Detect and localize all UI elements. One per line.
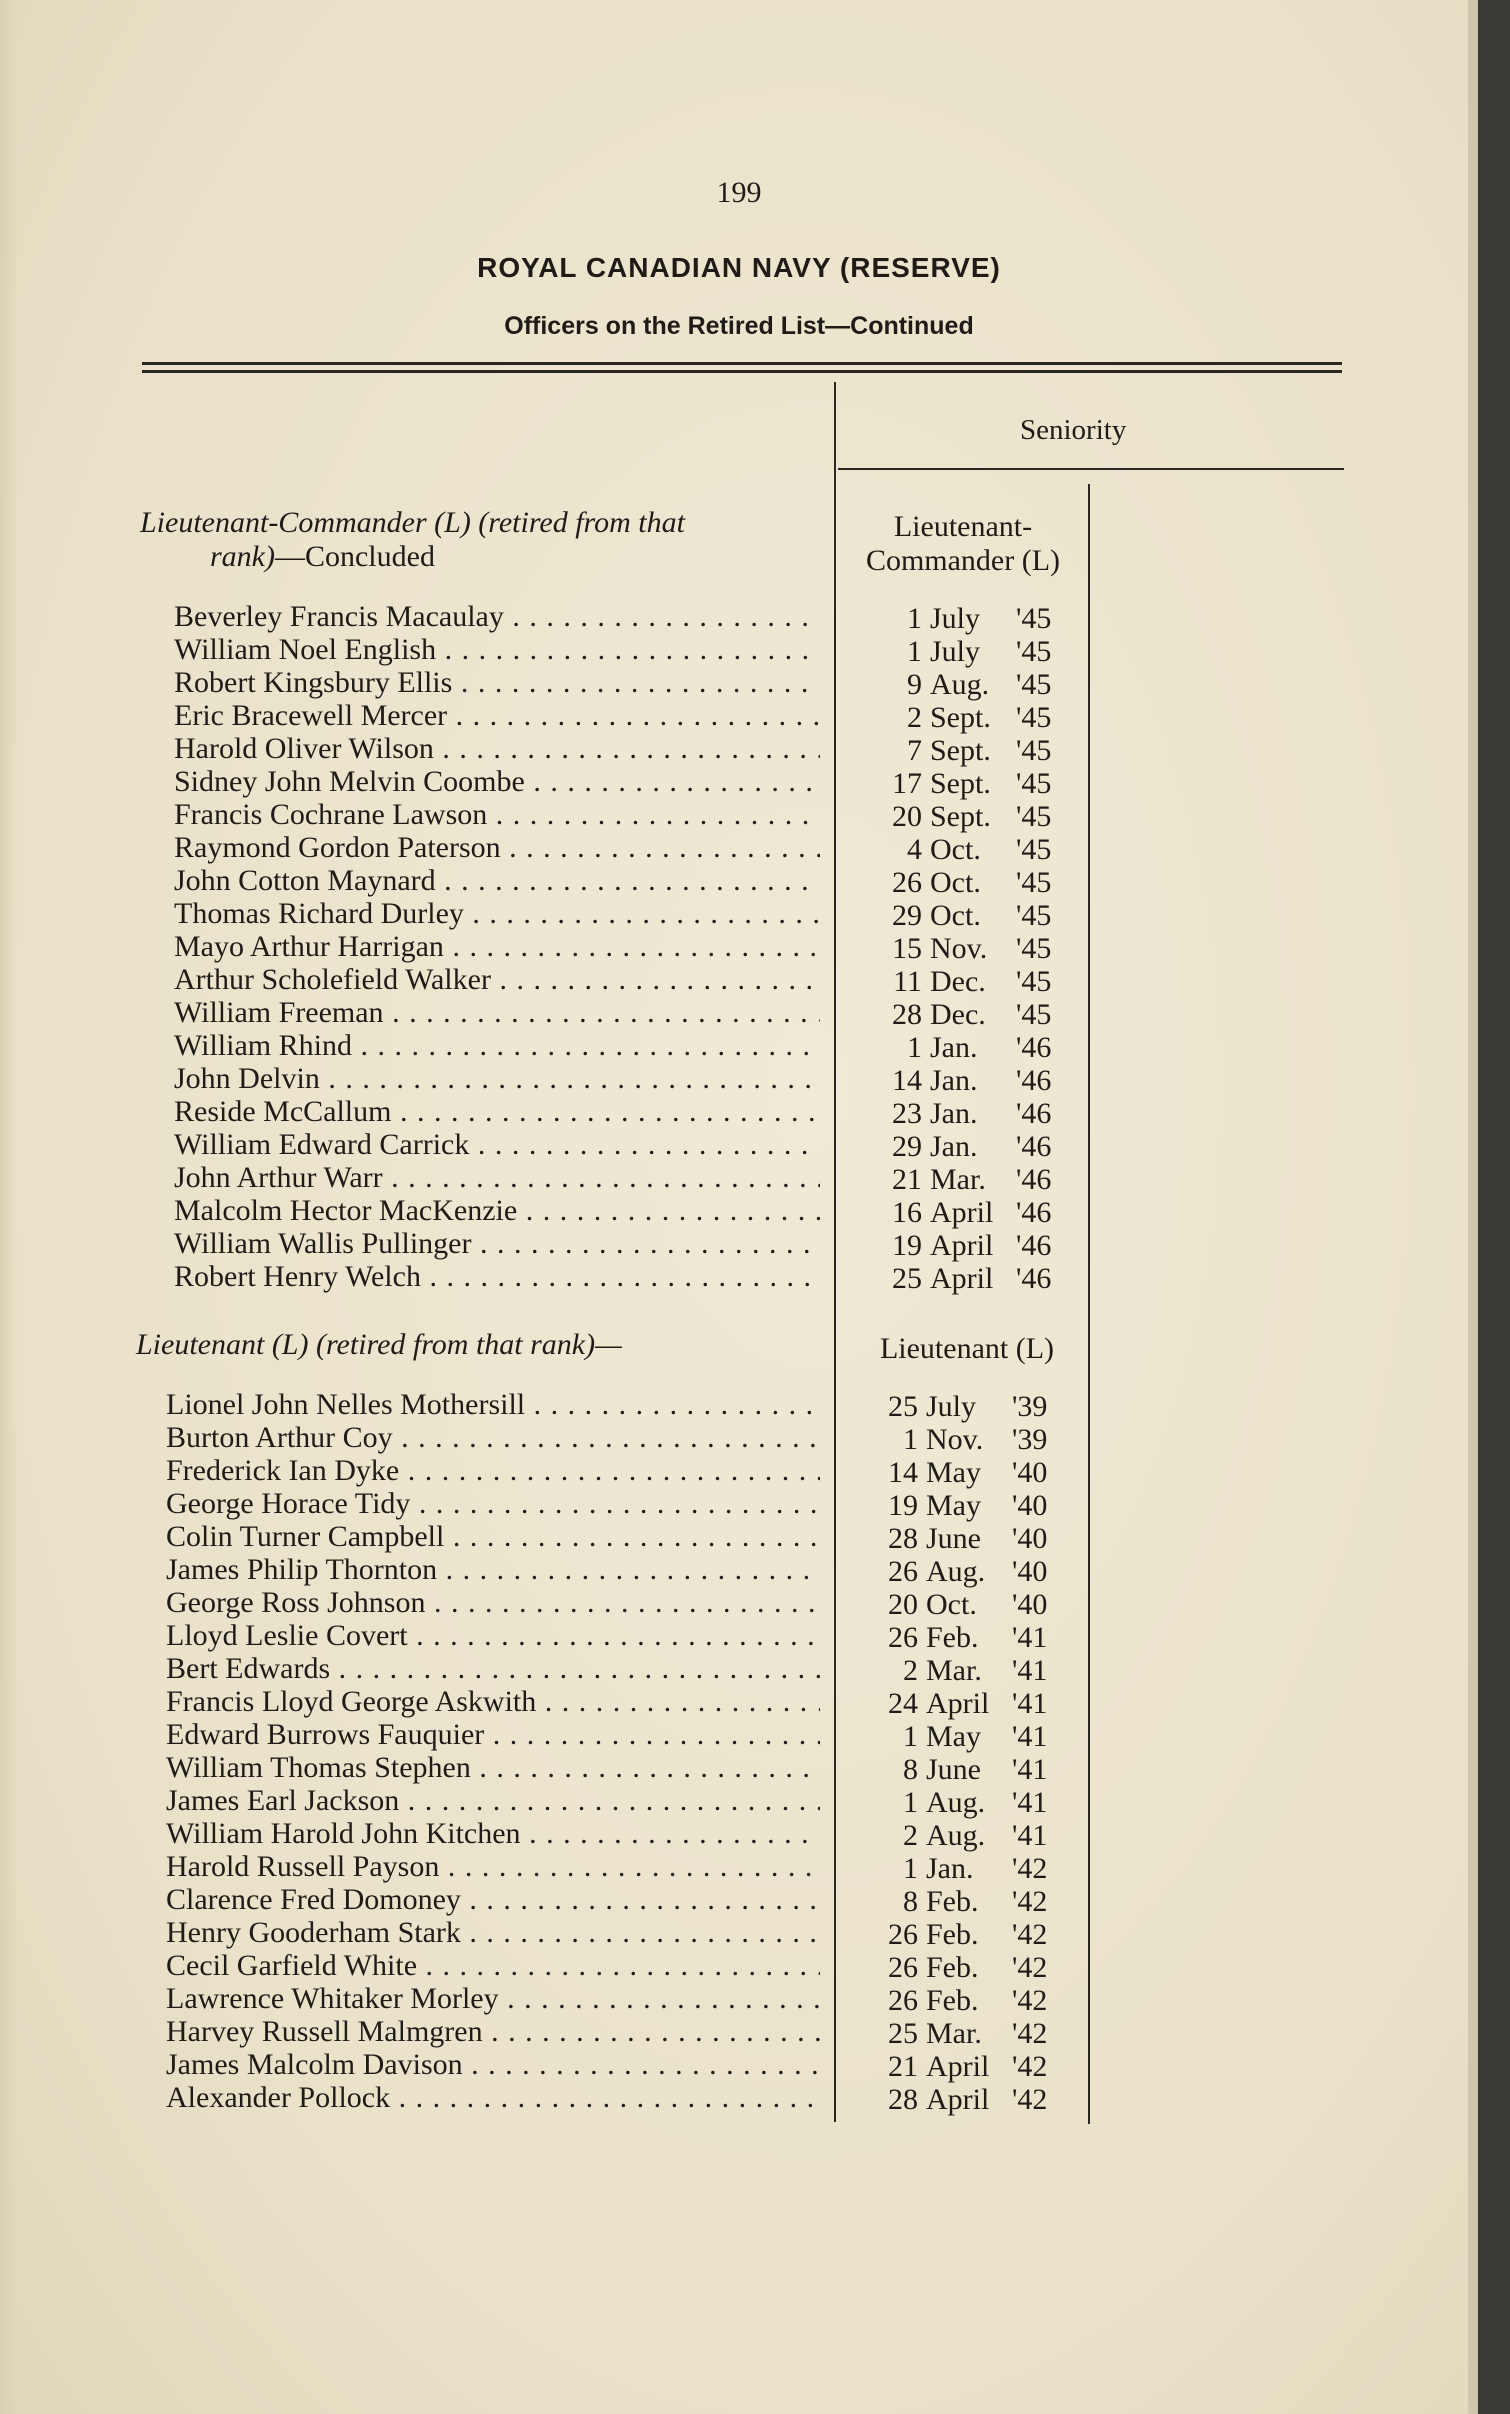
officer-name: Henry Gooderham Stark . . . [166, 1916, 820, 1949]
officer-name: Edward Burrows Fauquier . . . [166, 1718, 820, 1751]
officer-name: Colin Turner Campbell . . . [166, 1520, 820, 1553]
seniority-year: '46 [1016, 1064, 1052, 1097]
rank-line-1: Lieutenant (L) [879, 1332, 1055, 1365]
list-item [0, 1454, 1478, 1487]
seniority-year: '42 [1012, 1918, 1048, 1951]
seniority-year: '45 [1016, 701, 1052, 734]
list-item [0, 1718, 1478, 1751]
seniority-year: '40 [1012, 1588, 1048, 1621]
seniority-month: Dec. [930, 998, 986, 1031]
seniority-year: '40 [1012, 1522, 1048, 1555]
seniority-year: '41 [1012, 1753, 1048, 1786]
seniority-year: '41 [1012, 1819, 1048, 1852]
seniority-day: 23 [892, 1097, 922, 1130]
seniority-month: Feb. [926, 1984, 979, 2017]
list-item [0, 699, 1478, 732]
seniority-year: '41 [1012, 1786, 1048, 1819]
seniority-day: 29 [892, 899, 922, 932]
seniority-month: Jan. [926, 1852, 974, 1885]
officer-name: Raymond Gordon Paterson . . . [174, 831, 820, 864]
seniority-day: 14 [888, 1456, 918, 1489]
seniority-day: 8 [903, 1885, 918, 1918]
seniority-year: '39 [1012, 1423, 1048, 1456]
officer-name: Robert Henry Welch . . . [174, 1260, 820, 1293]
officer-name: Sidney John Melvin Coombe . . . [174, 765, 820, 798]
list-item [0, 1095, 1478, 1128]
seniority-day: 15 [892, 932, 922, 965]
header-rule-top [142, 362, 1342, 365]
seniority-month: Aug. [930, 668, 990, 701]
officer-name: William Noel English . . . [174, 633, 820, 666]
seniority-day: 21 [888, 2050, 918, 2083]
seniority-year: '46 [1016, 1229, 1052, 1262]
list-item [0, 2015, 1478, 2048]
seniority-day: 7 [907, 734, 922, 767]
list-item [0, 1586, 1478, 1619]
seniority-year: '46 [1016, 1130, 1052, 1163]
list-item [0, 1421, 1478, 1454]
seniority-month: Feb. [926, 1885, 979, 1918]
seniority-year: '46 [1016, 1097, 1052, 1130]
list-item [0, 996, 1478, 1029]
seniority-day: 4 [907, 833, 922, 866]
officer-name: Mayo Arthur Harrigan . . . [174, 930, 820, 963]
list-item [0, 1553, 1478, 1586]
officer-name: Cecil Garfield White . . . [166, 1949, 820, 1982]
officer-name: Bert Edwards . . . [166, 1652, 820, 1685]
list-item [0, 864, 1478, 897]
officer-name: James Earl Jackson . . . [166, 1784, 820, 1817]
seniority-day: 19 [892, 1229, 922, 1262]
seniority-day: 8 [903, 1753, 918, 1786]
seniority-day: 2 [903, 1654, 918, 1687]
seniority-year: '40 [1012, 1489, 1048, 1522]
seniority-year: '45 [1016, 635, 1052, 668]
officer-name: Alexander Pollock . . . [166, 2081, 820, 2114]
seniority-year: '45 [1016, 602, 1052, 635]
seniority-day: 25 [888, 2017, 918, 2050]
section-heading-italic: Lieutenant (L) (retired from that rank)— [136, 1328, 622, 1361]
section-heading-suffix: —Concluded [274, 540, 435, 573]
officer-name: William Edward Carrick . . . [174, 1128, 820, 1161]
officer-name: Reside McCallum . . . [174, 1095, 820, 1128]
list-item [0, 1161, 1478, 1194]
seniority-day: 24 [888, 1687, 918, 1720]
seniority-month: April [930, 1196, 994, 1229]
section-heading-italic: Lieutenant-Commander (L) (retired from that [140, 506, 685, 539]
seniority-year: '45 [1016, 932, 1052, 965]
officer-name: Robert Kingsbury Ellis . . . [174, 666, 820, 699]
seniority-month: Jan. [930, 1031, 978, 1064]
seniority-month: July [930, 602, 981, 635]
seniority-month: Aug. [926, 1555, 986, 1588]
list-item [0, 666, 1478, 699]
seniority-day: 28 [888, 2083, 918, 2116]
page-title: ROYAL CANADIAN NAVY (RESERVE) [477, 252, 1001, 283]
seniority-day: 1 [903, 1852, 918, 1885]
seniority-day: 25 [892, 1262, 922, 1295]
seniority-day: 1 [903, 1786, 918, 1819]
seniority-day: 28 [888, 1522, 918, 1555]
seniority-day: 1 [907, 1031, 922, 1064]
seniority-day: 26 [892, 866, 922, 899]
list-item [0, 1982, 1478, 2015]
seniority-year: '41 [1012, 1654, 1048, 1687]
seniority-column-header: Seniority [1020, 414, 1127, 446]
seniority-year: '41 [1012, 1687, 1048, 1720]
list-item [0, 1029, 1478, 1062]
list-item [0, 1487, 1478, 1520]
seniority-year: '45 [1016, 899, 1052, 932]
section-rank-lieutenant [842, 1332, 1092, 1366]
seniority-month: Oct. [930, 899, 981, 932]
seniority-day: 19 [888, 1489, 918, 1522]
officer-name: Lawrence Whitaker Morley . . . [166, 1982, 820, 2015]
seniority-year: '46 [1016, 1196, 1052, 1229]
rank-line-2: Commander (L) [865, 544, 1061, 577]
seniority-month: April [930, 1229, 994, 1262]
officer-name: Harvey Russell Malmgren . . . [166, 2015, 820, 2048]
list-item [0, 1652, 1478, 1685]
header-rule-bottom [142, 370, 1342, 373]
seniority-month: April [930, 1262, 994, 1295]
list-item [0, 633, 1478, 666]
officer-name: Frederick Ian Dyke . . . [166, 1454, 820, 1487]
seniority-year: '42 [1012, 1951, 1048, 1984]
officer-name: Francis Lloyd George Askwith . . . [166, 1685, 820, 1718]
officer-name: George Ross Johnson . . . [166, 1586, 820, 1619]
seniority-day: 26 [888, 1984, 918, 2017]
seniority-year: '41 [1012, 1720, 1048, 1753]
seniority-year: '45 [1016, 866, 1052, 899]
section-heading-italic-2: rank) [210, 540, 275, 573]
officer-name: William Wallis Pullinger . . . [174, 1227, 820, 1260]
seniority-year: '40 [1012, 1456, 1048, 1489]
seniority-year: '45 [1016, 998, 1052, 1031]
officer-name: Lionel John Nelles Mothersill . . . [166, 1388, 820, 1421]
list-item [0, 1128, 1478, 1161]
seniority-month: Feb. [926, 1918, 979, 1951]
list-item [0, 765, 1478, 798]
seniority-day: 1 [907, 635, 922, 668]
seniority-month: May [926, 1720, 981, 1753]
seniority-year: '42 [1012, 1852, 1048, 1885]
seniority-year: '41 [1012, 1621, 1048, 1654]
seniority-month: June [926, 1753, 981, 1786]
seniority-month: April [926, 2050, 990, 2083]
seniority-year: '45 [1016, 767, 1052, 800]
seniority-month: Nov. [926, 1423, 984, 1456]
list-item [0, 798, 1478, 831]
section-heading-lt-commander [140, 506, 830, 574]
officer-name: Harold Russell Payson . . . [166, 1850, 820, 1883]
seniority-day: 14 [892, 1064, 922, 1097]
officer-name: Burton Arthur Coy . . . [166, 1421, 820, 1454]
seniority-day: 1 [903, 1720, 918, 1753]
list-item [0, 600, 1478, 633]
seniority-year: '46 [1016, 1262, 1052, 1295]
list-item [0, 1062, 1478, 1095]
seniority-day: 9 [907, 668, 922, 701]
list-item [0, 1227, 1478, 1260]
seniority-year: '42 [1012, 1885, 1048, 1918]
seniority-month: Sept. [930, 734, 991, 767]
rank-line-1: Lieutenant- [893, 510, 1033, 543]
section-rank-lt-commander [838, 510, 1088, 578]
seniority-month: April [926, 1687, 990, 1720]
seniority-day: 11 [893, 965, 922, 998]
seniority-day: 1 [903, 1423, 918, 1456]
seniority-day: 28 [892, 998, 922, 1031]
officer-name: Beverley Francis Macaulay . . . [174, 600, 820, 633]
list-item [0, 963, 1478, 996]
officer-name: Eric Bracewell Mercer . . . [174, 699, 820, 732]
list-item [0, 1850, 1478, 1883]
list-item [0, 1619, 1478, 1652]
seniority-month: Feb. [926, 1951, 979, 1984]
seniority-header-rule [838, 468, 1344, 470]
list-item [0, 2048, 1478, 2081]
seniority-day: 16 [892, 1196, 922, 1229]
seniority-year: '46 [1016, 1031, 1052, 1064]
officer-name: James Malcolm Davison . . . [166, 2048, 820, 2081]
officer-name: Thomas Richard Durley . . . [174, 897, 820, 930]
list-item [0, 1883, 1478, 1916]
officer-name: John Delvin . . . [174, 1062, 820, 1095]
seniority-month: Mar. [926, 1654, 982, 1687]
officer-name: Harold Oliver Wilson . . . [174, 732, 820, 765]
officer-name: Clarence Fred Domoney . . . [166, 1883, 820, 1916]
seniority-month: Mar. [926, 2017, 982, 2050]
officer-name: Lloyd Leslie Covert . . . [166, 1619, 820, 1652]
seniority-month: Nov. [930, 932, 988, 965]
seniority-day: 26 [888, 1621, 918, 1654]
officer-name: Arthur Scholefield Walker . . . [174, 963, 820, 996]
seniority-month: Mar. [930, 1163, 986, 1196]
seniority-month: Sept. [930, 800, 991, 833]
officer-name: George Horace Tidy . . . [166, 1487, 820, 1520]
seniority-month: July [930, 635, 981, 668]
seniority-month: July [926, 1390, 977, 1423]
seniority-day: 26 [888, 1555, 918, 1588]
seniority-day: 17 [892, 767, 922, 800]
seniority-day: 2 [903, 1819, 918, 1852]
seniority-day: 1 [907, 602, 922, 635]
officer-name: John Arthur Warr . . . [174, 1161, 820, 1194]
seniority-day: 26 [888, 1918, 918, 1951]
officer-name: William Harold John Kitchen . . . [166, 1817, 820, 1850]
list-item [0, 1520, 1478, 1553]
seniority-month: Jan. [930, 1064, 978, 1097]
seniority-month: Aug. [926, 1819, 986, 1852]
list-item [0, 930, 1478, 963]
page-number: 199 [716, 176, 762, 209]
seniority-month: Jan. [930, 1097, 978, 1130]
list-item [0, 1685, 1478, 1718]
seniority-month: June [926, 1522, 981, 1555]
seniority-year: '46 [1016, 1163, 1052, 1196]
officer-name: William Thomas Stephen . . . [166, 1751, 820, 1784]
list-item [0, 1916, 1478, 1949]
seniority-year: '45 [1016, 668, 1052, 701]
seniority-year: '45 [1016, 965, 1052, 998]
seniority-month: May [926, 1489, 981, 1522]
list-item [0, 732, 1478, 765]
list-item [0, 1949, 1478, 1982]
seniority-month: Oct. [930, 866, 981, 899]
seniority-month: Jan. [930, 1130, 978, 1163]
seniority-day: 29 [892, 1130, 922, 1163]
seniority-month: Sept. [930, 701, 991, 734]
section-heading-lieutenant [136, 1328, 826, 1362]
seniority-year: '40 [1012, 1555, 1048, 1588]
seniority-day: 2 [907, 701, 922, 734]
seniority-month: Aug. [926, 1786, 986, 1819]
page-subtitle: Officers on the Retired List—Continued [504, 312, 974, 340]
seniority-year: '39 [1012, 1390, 1048, 1423]
seniority-year: '42 [1012, 1984, 1048, 2017]
seniority-month: Sept. [930, 767, 991, 800]
list-item [0, 831, 1478, 864]
seniority-year: '45 [1016, 734, 1052, 767]
seniority-month: Oct. [930, 833, 981, 866]
list-item [0, 1784, 1478, 1817]
seniority-day: 20 [892, 800, 922, 833]
seniority-year: '45 [1016, 833, 1052, 866]
list-item [0, 1194, 1478, 1227]
seniority-day: 25 [888, 1390, 918, 1423]
seniority-day: 26 [888, 1951, 918, 1984]
officer-name: William Rhind . . . [174, 1029, 820, 1062]
seniority-year: '42 [1012, 2050, 1048, 2083]
seniority-month: April [926, 2083, 990, 2116]
seniority-month: Dec. [930, 965, 986, 998]
officer-name: John Cotton Maynard . . . [174, 864, 820, 897]
list-item [0, 1751, 1478, 1784]
officer-name: Malcolm Hector MacKenzie . . . [174, 1194, 820, 1227]
officer-name: William Freeman . . . [174, 996, 820, 1029]
list-item [0, 1260, 1478, 1293]
seniority-year: '45 [1016, 800, 1052, 833]
list-item [0, 1817, 1478, 1850]
seniority-year: '42 [1012, 2083, 1048, 2116]
seniority-day: 20 [888, 1588, 918, 1621]
list-item [0, 897, 1478, 930]
seniority-month: Oct. [926, 1588, 977, 1621]
seniority-year: '42 [1012, 2017, 1048, 2050]
seniority-month: Feb. [926, 1621, 979, 1654]
seniority-day: 21 [892, 1163, 922, 1196]
list-item [0, 2081, 1478, 2114]
seniority-month: May [926, 1456, 981, 1489]
officer-name: James Philip Thornton . . . [166, 1553, 820, 1586]
officer-name: Francis Cochrane Lawson . . . [174, 798, 820, 831]
list-item [0, 1388, 1478, 1421]
